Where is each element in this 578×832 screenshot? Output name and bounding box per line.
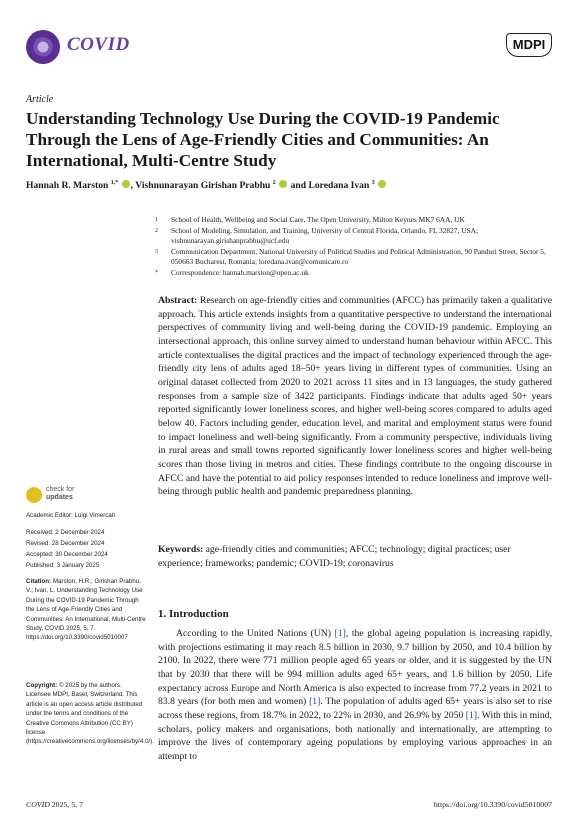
footer-doi-link[interactable]: https://doi.org/10.3390/covid5010007 [433, 800, 552, 809]
section-heading: 1. Introduction [158, 608, 229, 620]
citation-link[interactable]: [1] [465, 709, 478, 721]
affiliation-text: School of Modeling, Simulation, and Training, University of Central Florida, Orlando, FL 32827, USA; vishnunarayan.girishanprabhu@ucf.edu [171, 226, 479, 245]
intro-text: . With this in mind, scholars, policy makers and organisations, both nationally and internationally, are attempting to improve the lives of contemporary ageing populations by employing various approaches in an attempt to [158, 709, 552, 762]
affiliation-text: Communication Department, National University of Political Studies and Political Administration, 90 Panduri Street, Sector 5, 050663 Bucharest, Romania; loredana.ivan@comunicare.ro [171, 247, 546, 266]
footer-journal: COVID [26, 800, 50, 809]
check-for-updates-button[interactable] [46, 486, 74, 502]
intro-text: According to the United Nations (UN) [176, 628, 335, 639]
footer-citation [26, 800, 83, 809]
author-list [26, 180, 387, 191]
author-name[interactable]: Hannah R. Marston [26, 180, 109, 192]
check-line-2: updates [46, 494, 73, 501]
academic-editor: Academic Editor: Luigi Vimercati [26, 512, 115, 519]
citation-block [26, 577, 148, 643]
orcid-icon[interactable] [279, 180, 287, 188]
keywords-text: age-friendly cities and communities; AFCC; technology; digital practices; user experience; frameworks; pandemic; COVID-19; coronavirus [158, 544, 511, 569]
affiliation [155, 215, 561, 225]
copyright-text: © 2025 by the authors. Licensee MDPI, Basel, Switzerland. This article is an open access article distributed under the terms and conditions of the Creative Commons Attribution (CC BY) license (https://creativecommons.org/licenses/by/4.0/). [26, 682, 154, 746]
affiliation [155, 226, 561, 246]
correspondence-email[interactable]: Correspondence: hannah.marston@open.ac.uk [171, 268, 309, 277]
intro-paragraph [158, 627, 552, 764]
citation-label: Citation: [26, 578, 52, 585]
copyright-block [26, 681, 154, 747]
check-for-updates-icon[interactable] [26, 487, 42, 503]
affiliation-number: 1 [155, 217, 158, 223]
author-name[interactable]: , Vishnunarayan Girishan Prabhu [130, 180, 271, 192]
keywords-label: Keywords: [158, 544, 204, 555]
journal-logo-icon [26, 30, 60, 64]
orcid-icon[interactable] [378, 180, 386, 188]
intro-text: , the global ageing population is increasing rapidly, with projections estimating it may reach 8.5 billion in 2030, 9.7 billion by 2050, and 10.4 billion by 2100. In 2022, there were 771 million people aged 65 years or older, and it is suggested by the UN that by 2030 that there will be 994 million adults aged 65+ years, and 1.6 billion by 2050. Life expectancy across Europe and North America is also expected to increase from 77.2 years in 2021 to 83.8 years (for both men and women) [158, 628, 552, 708]
journal-name: COVID [67, 34, 130, 55]
copyright-label: Copyright: [26, 682, 58, 689]
check-line-1: check for [46, 486, 75, 493]
author-name[interactable]: and Loredana Ivan [288, 180, 370, 192]
affiliation-number: 2 [155, 228, 158, 234]
abstract-text: Research on age-friendly cities and communities (AFCC) has primarily taken a qualitative approach. This article extends insights from a quantitative perspective to understand the international perspectives of community living and well-being during the COVID-19 pandemic. Employing an intersectional approach, this online survey aimed to understand human behaviour within AFCC. This article contextualises the digital practices and the impact of technology experienced through the age-friendly city lens of adults aged 18–50+ years living in different types of communities. Using an original dataset collected from 2020 to 2021 across 11 sites and in 13 languages, the study gathered responses from a sample size of 3422 participants. Findings indicate that adults aged 50+ years reported significantly lower loneliness scores, and higher well-being scores compared to adults aged below 40. Factors including gender, education level, and marital and employment status were found to impact loneliness and well-being significantly. From a community perspective, individuals living in rural areas and small towns reported significantly lower loneliness scores and higher well-being scores than those living in metros and cities. These findings contribute to the ongoing discourse in AFCC and have the potential to aid policy responses intended to reduce loneliness and improve well-being through public health and pandemic preparedness planning. [158, 295, 553, 498]
accepted-date: Accepted: 30 December 2024 [26, 551, 108, 558]
affiliation-number: 3 [155, 249, 158, 255]
received-date: Received: 2 December 2024 [26, 529, 105, 536]
publisher-logo: MDPI [506, 33, 552, 57]
revised-date: Revised: 28 December 2024 [26, 540, 105, 547]
keywords [158, 543, 552, 570]
abstract-label: Abstract: [158, 295, 198, 306]
citation-link[interactable]: [1] [309, 696, 321, 708]
affiliation [155, 268, 561, 278]
intro-text: . The population of adults aged 65+ years is also set to rise across these regions, from 18.7% in 2022, to 22% in 2030, and 26.9% by 2050 [158, 696, 552, 721]
orcid-icon[interactable] [122, 180, 130, 188]
author-affiliation-marker: 3 [371, 180, 375, 186]
affiliation-number: * [155, 270, 158, 276]
author-affiliation-marker: 1,* [110, 180, 119, 186]
author-affiliation-marker: 2 [272, 180, 276, 186]
abstract [158, 294, 552, 499]
affiliation [155, 247, 561, 267]
article-title: Understanding Technology Use During the COVID-19 Pandemic Through the Lens of Age-Friendly Cities and Communities: An International, Multi-Centre Study [26, 109, 500, 170]
affiliation-text: School of Health, Wellbeing and Social Care, The Open University, Milton Keynes MK7 6AA, UK [171, 215, 465, 224]
article-type: Article [26, 94, 54, 105]
published-date: Published: 3 January 2025 [26, 562, 100, 569]
citation-link[interactable]: [1] [334, 628, 346, 639]
citation-text[interactable]: Marston, H.R.; Girishan Prabhu, V.; Ivan, L. Understanding Technology Use During the COVID-19 Pandemic Through the Lens of Age-Friendly Cities and Communities: An International, Multi-Centre Study. COVID 2025, 5, 7. https://doi.org/10.3390/covid5010007 [26, 578, 146, 642]
footer-volume: 2025, 5, 7 [49, 800, 83, 809]
